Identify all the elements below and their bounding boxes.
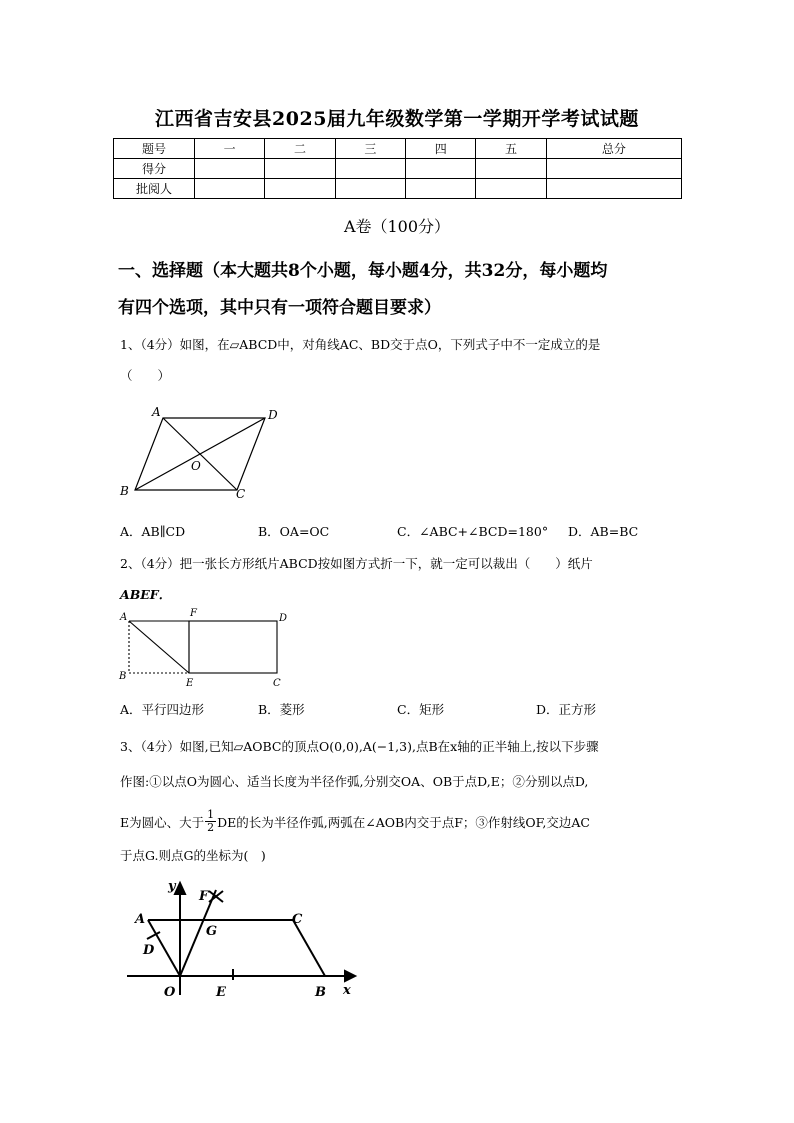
q2-option-c[interactable]: C．矩形	[397, 702, 445, 717]
fraction-denominator: 2	[207, 821, 215, 834]
fraction-numerator: 1	[207, 808, 215, 821]
label-a: A	[152, 405, 161, 419]
q1-stem: 1、（4分）如图，在▱ABCD中，对角线AC、BD交于点O，下列式子中不一定成立的是	[120, 337, 601, 352]
table-cell: 一	[195, 139, 265, 159]
score-table-row	[114, 179, 682, 199]
label-c: C	[273, 678, 281, 689]
table-cell	[546, 159, 681, 179]
section-a-heading: A卷（100分）	[343, 217, 451, 236]
label-d: D	[279, 613, 288, 624]
q3-line3-start: E为圆心、大于	[120, 814, 205, 830]
q2-stem: 2、（4分）把一张长方形纸片ABCD按如图方式折一下，就一定可以裁出（ ）纸片	[120, 556, 593, 571]
table-cell	[335, 179, 405, 199]
q1-option-b[interactable]: B．OA=OC	[258, 524, 330, 539]
q3-line4: 于点G.则点G的坐标为( )	[120, 848, 266, 863]
score-table	[113, 138, 682, 199]
section1-heading-line1: 一、选择题（本大题共8个小题，每小题4分，共32分，每小题均	[118, 261, 608, 281]
table-cell: 二	[265, 139, 335, 159]
q3-line3	[120, 809, 590, 834]
label-e: E	[186, 678, 194, 689]
table-cell: 题号	[114, 139, 195, 159]
q2-option-b[interactable]: B．菱形	[258, 702, 305, 717]
score-table-header-row	[114, 139, 682, 159]
label-d: D	[143, 943, 155, 958]
q1-option-d[interactable]: D．AB=BC	[568, 524, 639, 539]
section1-heading-line2: 有四个选项，其中只有一项符合题目要求）	[118, 298, 441, 318]
q2-option-d[interactable]: D．正方形	[536, 702, 597, 717]
table-cell	[265, 179, 335, 199]
label-f: F	[199, 889, 209, 904]
label-b: B	[119, 671, 127, 682]
fraction-one-half	[205, 809, 216, 834]
table-cell	[265, 159, 335, 179]
q1-option-a[interactable]: A．AB∥CD	[120, 524, 186, 539]
label-a: A	[120, 612, 128, 623]
label-c: C	[236, 487, 246, 501]
label-b: B	[120, 484, 129, 498]
table-cell	[335, 159, 405, 179]
q3-coordinate-figure	[115, 870, 365, 1005]
table-cell	[406, 159, 476, 179]
label-d: D	[268, 408, 278, 422]
diagonal-bd	[135, 418, 265, 490]
table-cell	[546, 179, 681, 199]
table-cell: 三	[335, 139, 405, 159]
y-axis-arrow	[175, 883, 185, 894]
table-cell: 四	[406, 139, 476, 159]
q2-folded-rectangle-figure	[115, 605, 295, 690]
q1-option-c[interactable]: C．∠ABC+∠BCD=180°	[397, 524, 549, 539]
q2-stem-continued: ABEF．	[120, 587, 172, 602]
rect-fdce	[189, 621, 277, 673]
q1-parallelogram-figure	[115, 402, 295, 504]
score-table-row	[114, 159, 682, 179]
q3-line1: 3、（4分）如图,已知▱AOBC的顶点O(0,0),A(−1,3),点B在x轴的正半轴上,按以下步骤	[120, 739, 599, 754]
q3-line3-end: DE的长为半径作弧,两弧在∠AOB内交于点F；③作射线OF,交边AC	[217, 814, 590, 830]
table-cell: 得分	[114, 159, 195, 179]
table-cell: 批阅人	[114, 179, 195, 199]
label-y: y	[168, 879, 176, 894]
q2-option-a[interactable]: A．平行四边形	[120, 702, 205, 717]
x-axis-arrow	[345, 971, 355, 981]
table-cell	[195, 159, 265, 179]
table-cell	[476, 179, 546, 199]
label-g: G	[206, 924, 218, 939]
exam-title: 江西省吉安县2025届九年级数学第一学期开学考试试题	[155, 108, 639, 130]
table-cell	[195, 179, 265, 199]
fold-line-ae	[129, 621, 189, 673]
table-cell	[406, 179, 476, 199]
q3-line2: 作图:①以点O为圆心、适当长度为半径作弧,分别交OA、OB于点D,E；②分别以点D,	[120, 774, 589, 789]
table-cell	[476, 159, 546, 179]
label-o: O	[164, 985, 176, 1000]
q1-bracket: （ ）	[120, 368, 171, 383]
label-b: B	[315, 985, 326, 1000]
side-cb	[293, 920, 325, 976]
label-f: F	[190, 608, 197, 619]
label-e: E	[216, 985, 226, 1000]
table-cell: 五	[476, 139, 546, 159]
label-c: C	[292, 912, 303, 927]
label-a: A	[135, 912, 146, 927]
label-o: O	[191, 459, 201, 473]
label-x: x	[343, 983, 351, 998]
table-cell: 总分	[546, 139, 681, 159]
